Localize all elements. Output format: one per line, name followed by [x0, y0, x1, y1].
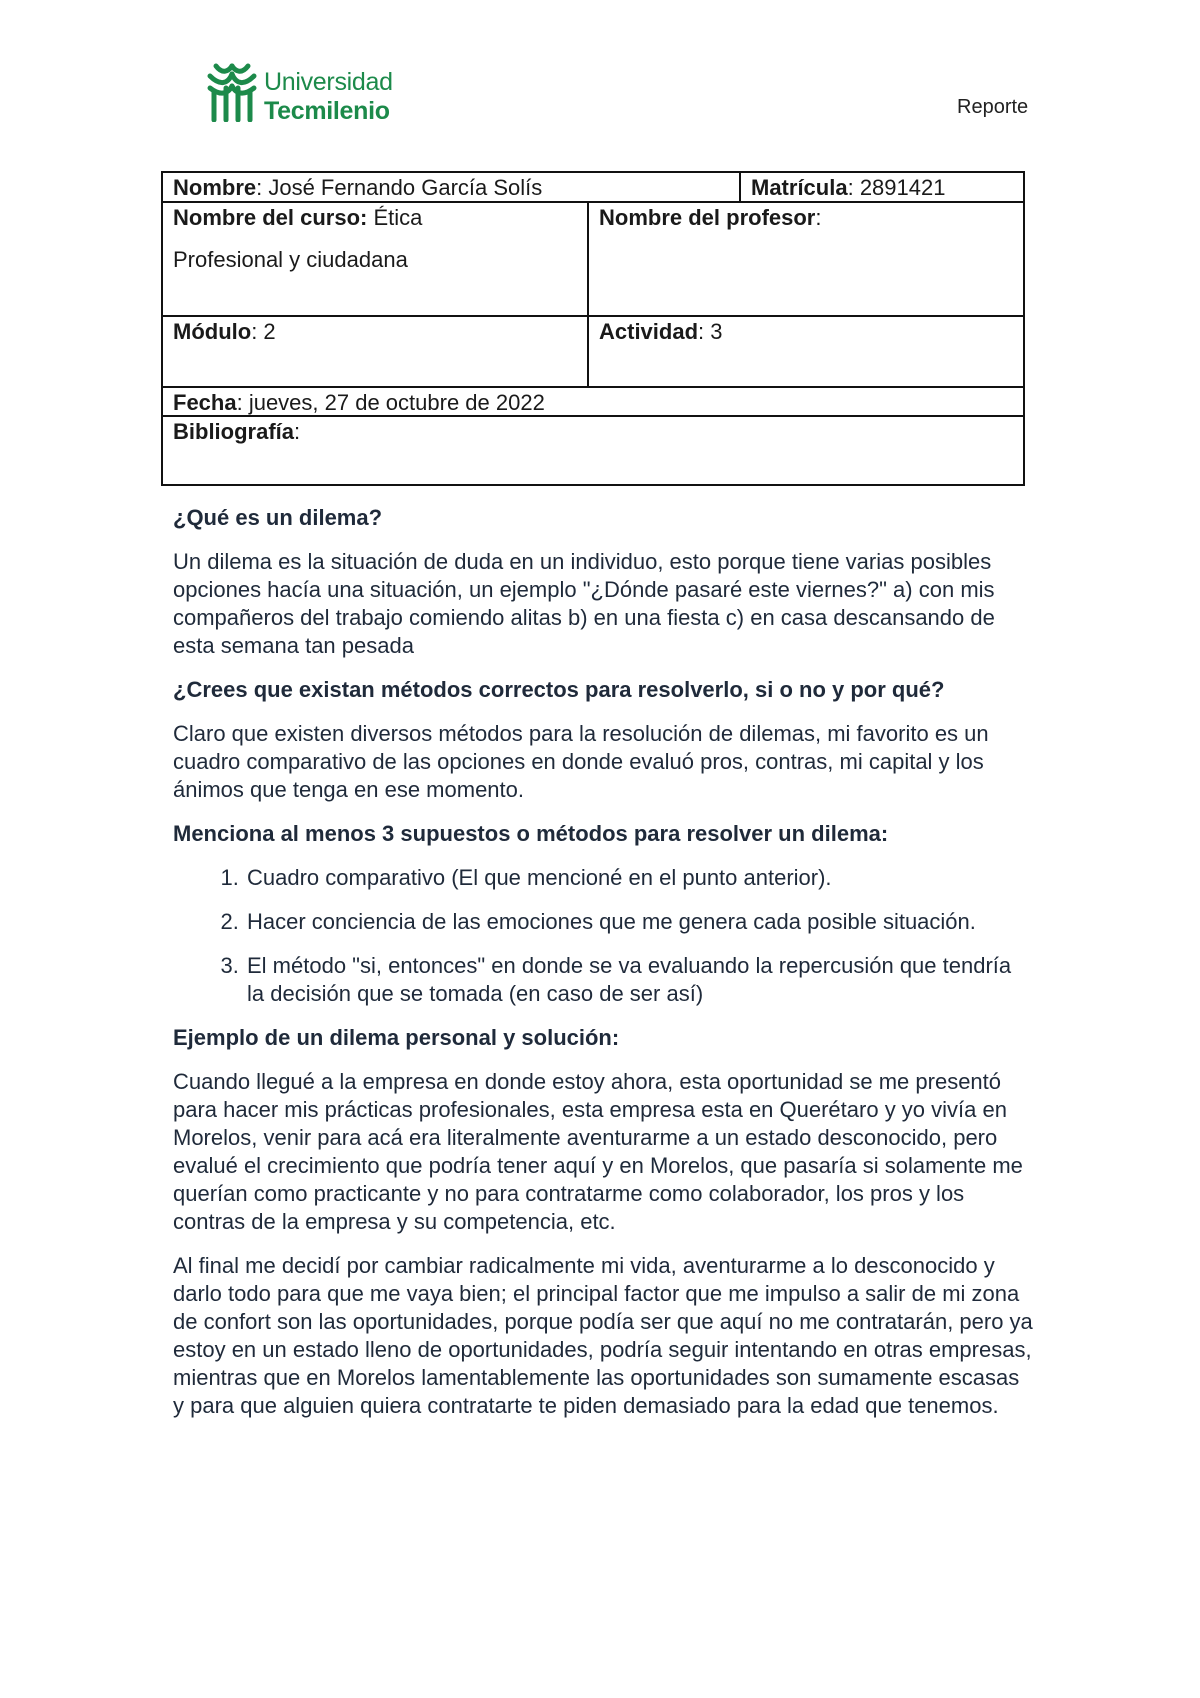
bibliografia-value: : [294, 419, 301, 444]
actividad-label: Actividad [599, 319, 699, 344]
cell-matricula [739, 173, 1023, 201]
info-table [161, 171, 1025, 486]
curso-value-line2: Profesional y ciudadana [173, 247, 408, 272]
example-paragraph-1: Cuando llegué a la empresa en donde estoy ahora, esta oportunidad se me presentó para hacer mis prácticas profesionales, esta empresa esta en Querétaro y yo vivía en Morelos, venir para acá era literalmente aventurarme a un estado desconocido, pero evalué el crecimiento que podría tener aquí y en Morelos, que pasaría si solamente me querían como practicante y no para contratarme como colaborador, los pros y los contras de la empresa y su competencia, etc. [173, 1069, 1023, 1234]
cell-profesor [587, 203, 1023, 315]
university-logo [206, 62, 416, 126]
heading-tres-metodos: Menciona al menos 3 supuestos o métodos para resolver un dilema: [173, 821, 889, 846]
table-row-fecha [163, 388, 1023, 417]
logo-line-university: Universidad [264, 68, 393, 96]
cell-curso [163, 203, 587, 315]
list-item: 1. Cuadro comparativo (El que mencioné en el punto anterior). [245, 864, 1033, 892]
heading-ejemplo-dilema: Ejemplo de un dilema personal y solución: [173, 1025, 620, 1050]
nombre-label: Nombre [173, 175, 257, 200]
cell-fecha [163, 388, 1023, 415]
curso-label: Nombre del curso: [173, 205, 368, 230]
cell-actividad [587, 317, 1023, 386]
cell-modulo [163, 317, 587, 386]
modulo-label: Módulo [173, 319, 252, 344]
logo-line-tecmilenio: Tecmilenio [264, 97, 390, 125]
fecha-value: : jueves, 27 de octubre de 2022 [236, 390, 545, 415]
methods-list [173, 864, 1033, 1008]
table-row-modulo [163, 317, 1023, 388]
modulo-value: : 2 [251, 319, 276, 344]
bibliografia-label: Bibliografía [173, 419, 295, 444]
matricula-value: : 2891421 [847, 175, 946, 200]
report-label: Reporte [957, 96, 1029, 118]
answer-que-es-dilema: Un dilema es la situación de duda en un individuo, esto porque tiene varias posibles opciones hacía una situación, un ejemplo "¿Dónde pasaré este viernes?" a) con mis compañeros del trabajo comiendo alitas b) en una fiesta c) en casa descansando de esta semana tan pesada [173, 549, 995, 658]
tecmilenio-leaf-icon [206, 62, 258, 122]
profesor-value: : [815, 205, 822, 230]
profesor-label: Nombre del profesor [599, 205, 816, 230]
answer-metodos-correctos: Claro que existen diversos métodos para la resolución de dilemas, mi favorito es un cuadro comparativo de las opciones en donde evaluó pros, contras, mi capital y los ánimos que tenga en ese momento. [173, 721, 989, 802]
document-body [173, 504, 1033, 1436]
nombre-value: : José Fernando García Solís [256, 175, 543, 200]
table-row-curso [163, 203, 1023, 317]
heading-metodos-correctos: ¿Crees que existan métodos correctos para resolverlo, si o no y por qué? [173, 677, 945, 702]
curso-value-line1: Ética [367, 205, 423, 230]
table-row-bibliografia [163, 417, 1023, 484]
cell-bibliografia [163, 417, 1023, 484]
matricula-label: Matrícula [751, 175, 848, 200]
cell-nombre [163, 173, 739, 201]
actividad-value: : 3 [698, 319, 723, 344]
list-item: 3. El método "si, entonces" en donde se va evaluando la repercusión que tendría la decisión que se tomada (en caso de ser así) [245, 952, 1033, 1008]
list-item: 2. Hacer conciencia de las emociones que me genera cada posible situación. [245, 908, 1033, 936]
fecha-label: Fecha [173, 390, 237, 415]
example-paragraph-2: Al final me decidí por cambiar radicalmente mi vida, aventurarme a lo desconocido y darlo todo para que me vaya bien; el principal factor que me impulso a salir de mi zona de confort son las oportunidades, porque podía ser que aquí no me contratarán, pero ya estoy en un estado lleno de oportunidades, podría seguir intentando en otras empresas, mientras que en Morelos lamentablemente las oportunidades son sumamente escasas y para que alguien quiera contratarte te piden demasiado para la edad que tenemos. [173, 1253, 1033, 1418]
table-row-nombre [163, 173, 1023, 203]
heading-que-es-dilema: ¿Qué es un dilema? [173, 505, 383, 530]
